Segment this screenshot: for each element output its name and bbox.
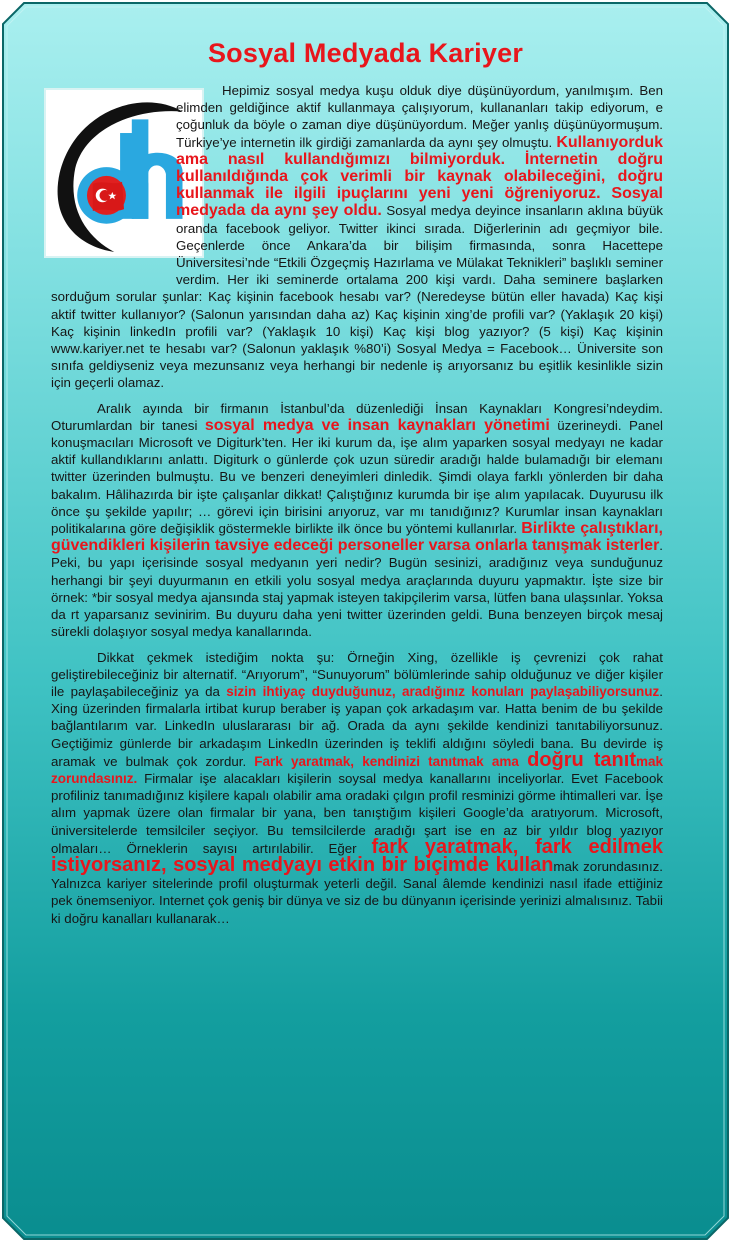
highlight-text: sizin ihtiyaç duyduğunuz, aradığınız konuları paylaşabiliyorsunuz (226, 683, 660, 699)
body-text: Sosyal medya deyince insanların aklına büyük oranda facebook geliyor. Twitter ikinci sırada. Diğerlerinin adı geçmiyor bile. Geçenlerde önce Ankara’da bir bilişim firmasında, sonra Hacettepe Üniversitesi’nde “Etkili Özgeçmiş Hazırlama ve Mülakat Teknikleri” başlıklı seminer verdim. Her iki seminerde ortalama 200 kişi vardı. Daha seminere başlarken sorduğum sorular şunlar: Kaç kişinin facebook hesabı var? (Neredeyse bütün eller havada) Kaç kişi aktif twitter kullanıyor? (Salonun yarısından daha az) Kaç kişinin xing’de profili var? (Yaklaşık 20 kişi) Kaç kişinin linkedIn profili var? (Yaklaşık 10 kişi) Kaç kişi blog yazıyor? (5 kişi) Kaç kişinin www.kariyer.net te hesabı var? (Salonun yaklaşık %80’i) Sosyal Medya = Facebook… Üniversite son sınıfa geldiyseniz veya mezunsanız veya herhangi bir nedenle iş arıyorsanız bu eşitlik kesinlikle sizin için geçerli olamaz. (51, 203, 663, 391)
body-text: Aralık ayında bir firmanın İstanbul’da düzenlediği İnsan Kaynakları Kongresi’ndeydim. Oturumlardan bir tanesi (51, 400, 663, 433)
highlight-text: doğru tanıt (527, 748, 636, 771)
page-title: Sosyal Medyada Kariyer (207, 38, 524, 68)
body-text: Dikkat çekmek istediğim nokta şu: Örneğin Xing, özellikle iş çevrenizi çok rahat geliştirebileceğiniz bir alternatif. “Arıyorum”, “Sunuyorum” bölümlerinde sahip olduğunuz ve diğer kişiler ile paylaşabileceğiniz ya da (51, 649, 663, 699)
highlight-text: Kullanıyorduk ama nasıl kullandığımızı bilmiyorduk. İnternetin doğru kullanıldığında çok verimli bir kaynak olabileceğini, doğru kullanmak ile ilgili ipuçlarını yeni yeni öğreniyoruz. Sosyal medyada da aynı şey oldu. (176, 133, 663, 220)
article-body (51, 82, 663, 935)
highlight-text: sosyal medya ve insan kaynakları yönetimi (204, 416, 550, 434)
body-text: Firmalar işe alacakları kişilerin soysal medya kanallarını inceliyorlar. Evet Facebook profiliniz tanımadığınız kişilere kapalı olabilir ama oradaki çılgın profil resminizi görme ihtimalleri var. İşe alım yapmak üzere olan firmalar bir yana, ben tanıştığım kişileri Google’da aratıyorum. Microsoft, üniversitelerde temsilciler seçiyor. Bu temsilcilerde aradığı şart ise en az bir yıldır blog yazıyor olmaları… Örneklerin sayısı artırılabilir. Eğer (51, 770, 663, 856)
highlight-text: mak zorundasınız. (51, 753, 664, 786)
body-text: Hepimiz sosyal medya kuşu olduk diye düşünüyordum, yanılmışım. Ben elimden geldiğince aktif kullanmaya çalışıyorum, kullananları takip ediyorum, e çoğunluk da böyle o zaman diye düşünüyordum. Meğer yanlış düşünüyormuşum. Türkiye’ye internetin ilk girdiği zamanlarda da aynı şey olmuştu. (176, 83, 663, 150)
highlight-text: Fark yaratmak, kendinizi tanıtmak ama (254, 753, 528, 769)
body-text: . Xing üzerinden firmalarla irtibat kurup beraber iş yapan çok arkadaşım var. Hatta benim de bu şekilde bağlantılarım var. LinkedIn uluslararası bir ağ. Orada da aynı şekilde kendinizi tanıtabiliyorsunuz. Geçtiğimiz günlerde bir arkadaşım LinkedIn üzerinden iş teklifi aldığını söyledi bana. Bu devirde iş aramak ve bulmak çok zordur. (51, 683, 663, 769)
highlight-text: Birlikte çalıştıkları, güvendikleri kişilerin tavsiye edeceği personeller varsa onlarla tanışmak isterler (51, 520, 663, 555)
paragraph-2 (51, 400, 663, 641)
body-text: üzerineydi. Panel konuşmacıları Microsoft ve Digiturk’ten. Her iki kurum da, işe alım yaparken sosyal medyayı ne kadar aktif kullandıklarını anlattı. Digiturk o günlerde çok uzun süredir aradığı halde bulamadığı bir elemanı twitter üzerinden bulmuştu. Bu ve benzeri deneyimleri dinledik. Şimdi olaya farklı yönlerden bir daha bakalım. Hâlihazırda bir işte çalışanlar dikkat! Çalıştığınız kurumda bir işe alım yapılacak. Duyurusu ilk önce şu şekilde yapılır; … görevi için birisini arıyoruz, var mı tanıdığınız? Kurumlar insan kaynakları politikalarına göre değişiklik göstermekle birlikte ilk önce bu yöntemi kullanırlar. (51, 417, 664, 537)
body-text: . Peki, bu yapı içerisinde sosyal medyanın yeri nedir? Bugün sesinizi, aradığınız veya sunduğunuz herhangi bir şeyi duyurmanın en etkili yolu sosyal medya araçlarında duyuru yapmaktır. İşte size bir örnek: *bir sosyal medya ajansında staj yapmak isteyen takipçilerim varsa, lütfen bana ulaşsınlar. Yoksa da rt yaparsanız sevinirim. Bu duyuru daha yeni twitter üzerinden geldi. Buna benzeyen birçok mesaj sürekli dolaşıyor sosyal medya kanallarında. (51, 538, 663, 640)
highlight-text: fark yaratmak, fark edilmek istiyorsanız, sosyal medyayı etkin bir biçimde kullan (51, 835, 663, 876)
paragraph-3 (51, 649, 663, 927)
body-text: mak zorundasınız. Yalnızca kariyer sitelerinde profil oluşturmak yeterli değil. Sanal âlemde kendinizi nasıl ifade ettiğiniz pek önemseniyor. Internet çok geniş bir dünya ve siz de bu dünyanın içerisinde yerinizi almalısınız. Tabii ki doğru kanalları kullanarak… (51, 858, 663, 926)
logo-spacer (0, 84, 164, 275)
